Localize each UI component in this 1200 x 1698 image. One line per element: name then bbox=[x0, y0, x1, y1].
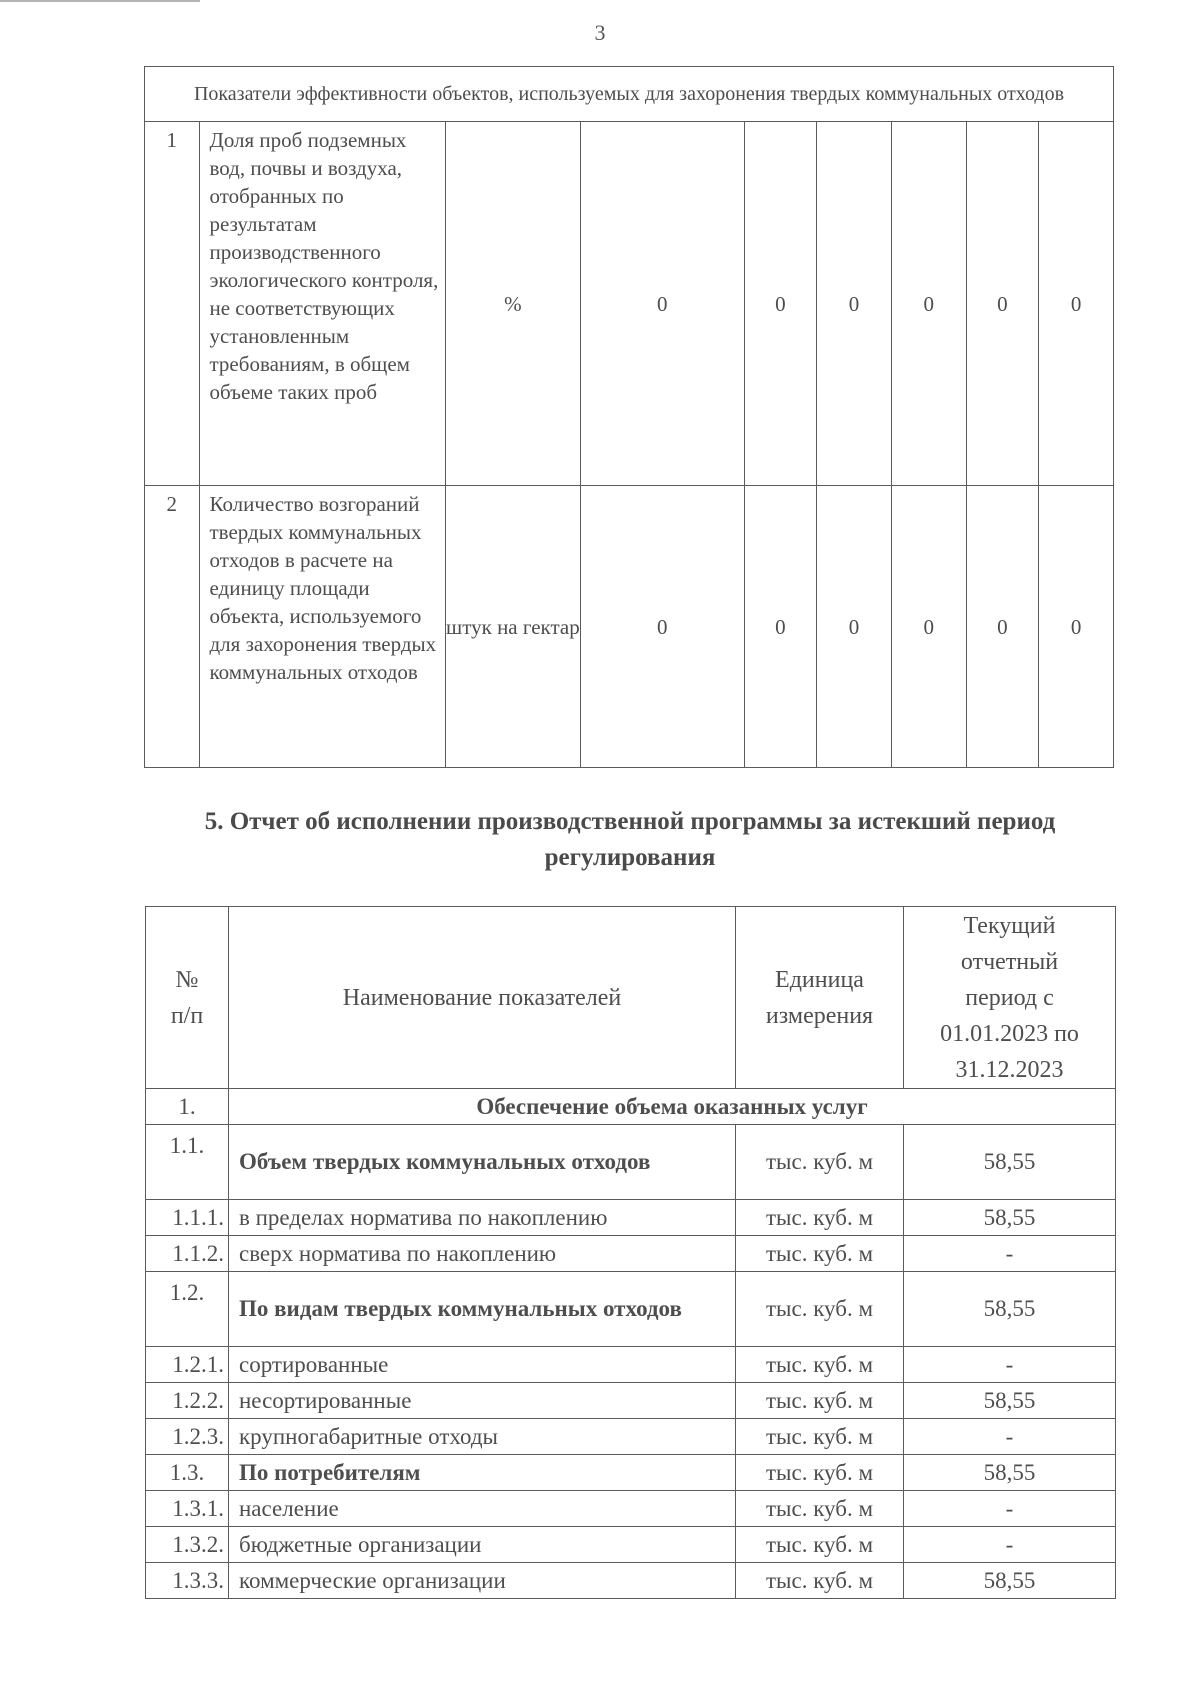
row-number: 1.3. bbox=[146, 1455, 229, 1491]
value-cell: 58,55 bbox=[904, 1563, 1116, 1599]
value-cell: - bbox=[904, 1347, 1116, 1383]
row-number: 1.1. bbox=[146, 1125, 229, 1200]
table-row bbox=[146, 1383, 1116, 1419]
row-number: 1.2. bbox=[146, 1272, 229, 1347]
row-number: 1.1.2. bbox=[146, 1236, 229, 1272]
value-cell: 58,55 bbox=[904, 1200, 1116, 1236]
header-name: Наименование показателей bbox=[229, 907, 736, 1089]
unit-cell: тыс. куб. м bbox=[736, 1419, 904, 1455]
indicator-name: бюджетные организации bbox=[229, 1527, 736, 1563]
table-row bbox=[146, 1455, 1116, 1491]
indicator-name: в пределах норматива по накоплению bbox=[229, 1200, 736, 1236]
table-row bbox=[146, 1491, 1116, 1527]
unit-cell: тыс. куб. м bbox=[736, 1455, 904, 1491]
value-cell: - bbox=[904, 1491, 1116, 1527]
table-row bbox=[146, 1200, 1116, 1236]
value-cell: 0 bbox=[966, 122, 1039, 486]
page-number: 3 bbox=[594, 20, 606, 45]
top-rule bbox=[0, 0, 200, 2]
indicator-name: несортированные bbox=[229, 1383, 736, 1419]
section-row bbox=[146, 1089, 1116, 1125]
indicator-name: сверх норматива по накоплению bbox=[229, 1236, 736, 1272]
row-number: 2 bbox=[145, 486, 200, 768]
kpi-section-heading-row bbox=[145, 67, 1114, 122]
table-row bbox=[146, 1563, 1116, 1599]
unit-cell: тыс. куб. м bbox=[736, 1383, 904, 1419]
value-cell: 0 bbox=[891, 486, 966, 768]
value-cell: - bbox=[904, 1236, 1116, 1272]
value-cell: 0 bbox=[817, 122, 892, 486]
table-row bbox=[146, 1527, 1116, 1563]
row-number: 1.2.2. bbox=[146, 1383, 229, 1419]
indicator-name: крупногабаритные отходы bbox=[229, 1419, 736, 1455]
header-period: Текущий отчетный период с 01.01.2023 по 31.12.2023 bbox=[904, 907, 1116, 1089]
table-row bbox=[146, 1125, 1116, 1200]
unit-cell: тыс. куб. м bbox=[736, 1200, 904, 1236]
value-cell: 58,55 bbox=[904, 1383, 1116, 1419]
unit-cell: % bbox=[445, 122, 580, 486]
unit-cell: штук на гектар bbox=[445, 486, 580, 768]
row-number: 1.1.1. bbox=[146, 1200, 229, 1236]
header-unit: Единица измерения bbox=[736, 907, 904, 1089]
value-cell: 58,55 bbox=[904, 1125, 1116, 1200]
row-number: 1.3.2. bbox=[146, 1527, 229, 1563]
unit-cell: тыс. куб. м bbox=[736, 1236, 904, 1272]
unit-cell: тыс. куб. м bbox=[736, 1125, 904, 1200]
indicator-name: сортированные bbox=[229, 1347, 736, 1383]
value-cell: 0 bbox=[744, 122, 817, 486]
report-header-row bbox=[146, 907, 1116, 1089]
unit-cell: тыс. куб. м bbox=[736, 1563, 904, 1599]
unit-cell: тыс. куб. м bbox=[736, 1491, 904, 1527]
value-cell: 0 bbox=[891, 122, 966, 486]
section-row-label: Обеспечение объема оказанных услуг bbox=[229, 1089, 1116, 1125]
value-cell: - bbox=[904, 1527, 1116, 1563]
unit-cell: тыс. куб. м bbox=[736, 1347, 904, 1383]
value-cell: 0 bbox=[966, 486, 1039, 768]
report-table bbox=[145, 906, 1116, 1599]
value-cell: 0 bbox=[1039, 122, 1114, 486]
value-cell: 0 bbox=[581, 486, 745, 768]
value-cell: 0 bbox=[744, 486, 817, 768]
header-num: № п/п bbox=[146, 907, 229, 1089]
value-cell: - bbox=[904, 1419, 1116, 1455]
row-number: 1 bbox=[145, 122, 200, 486]
indicator-name: коммерческие организации bbox=[229, 1563, 736, 1599]
unit-cell: тыс. куб. м bbox=[736, 1272, 904, 1347]
indicator-name: Объем твердых коммунальных отходов bbox=[229, 1125, 736, 1200]
row-number: 1. bbox=[146, 1089, 229, 1125]
indicator-name: Доля проб подземных вод, почвы и воздуха, отобранных по результатам производственного экологического контроля, не соответствующих установленным требованиям, в общем объеме таких проб bbox=[199, 122, 445, 486]
indicator-name: По видам твердых коммунальных отходов bbox=[229, 1272, 736, 1347]
section-title: 5. Отчет об исполнении производственной программы за истекший период регулирования bbox=[204, 808, 1056, 871]
value-cell: 58,55 bbox=[904, 1272, 1116, 1347]
indicator-name: Количество возгораний твердых коммунальных отходов в расчете на единицу площади объекта, используемого для захоронения твердых коммунальных отходов bbox=[199, 486, 445, 768]
indicator-name: По потребителям bbox=[229, 1455, 736, 1491]
value-cell: 58,55 bbox=[904, 1455, 1116, 1491]
indicator-name: население bbox=[229, 1491, 736, 1527]
value-cell: 0 bbox=[1039, 486, 1114, 768]
unit-cell: тыс. куб. м bbox=[736, 1527, 904, 1563]
table-row bbox=[145, 122, 1114, 486]
value-cell: 0 bbox=[817, 486, 892, 768]
row-number: 1.3.1. bbox=[146, 1491, 229, 1527]
row-number: 1.2.3. bbox=[146, 1419, 229, 1455]
kpi-section-heading: Показатели эффективности объектов, используемых для захоронения твердых коммунальных отходов bbox=[145, 67, 1114, 122]
table-row bbox=[146, 1419, 1116, 1455]
table-row bbox=[145, 486, 1114, 768]
value-cell: 0 bbox=[581, 122, 745, 486]
kpi-table bbox=[144, 66, 1114, 768]
table-row bbox=[146, 1272, 1116, 1347]
row-number: 1.2.1. bbox=[146, 1347, 229, 1383]
row-number: 1.3.3. bbox=[146, 1563, 229, 1599]
table-row bbox=[146, 1236, 1116, 1272]
table-row bbox=[146, 1347, 1116, 1383]
